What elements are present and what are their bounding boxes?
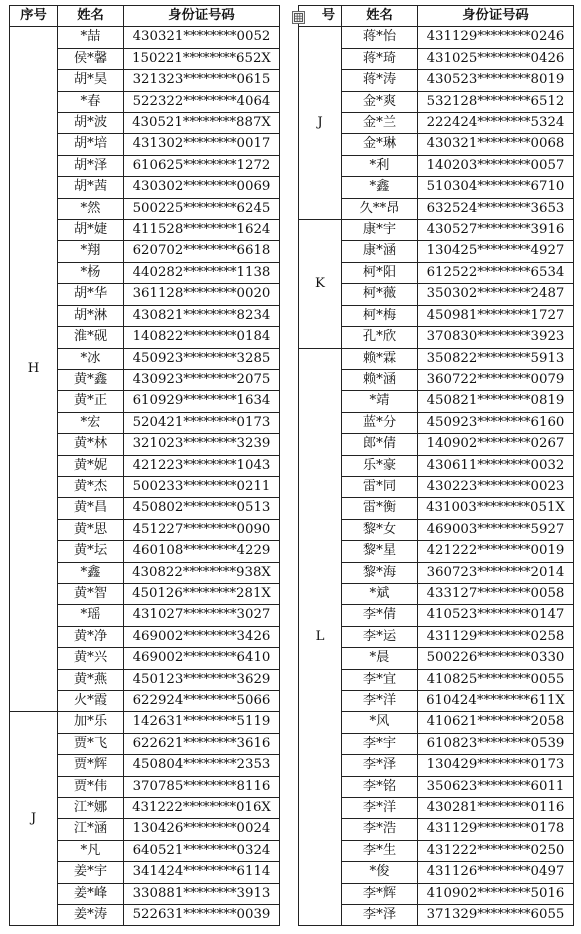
name-cell: 黄*杰 (58, 476, 124, 497)
id-number-cell: 430321********0052 (124, 27, 280, 48)
name-cell: 姜*宇 (58, 862, 124, 883)
name-cell: *喆 (58, 27, 124, 48)
id-number-cell: 130425********4927 (418, 241, 574, 262)
id-number-cell: 431003********051X (418, 498, 574, 519)
id-number-cell: 450126********281X (124, 583, 280, 604)
id-number-cell: 450821********0819 (418, 391, 574, 412)
id-number-cell: 440282********1138 (124, 262, 280, 283)
id-number-cell: 330881********3913 (124, 883, 280, 904)
id-number-cell: 371329********6055 (418, 905, 574, 926)
roster-table-right (298, 5, 574, 926)
name-cell: 黄*昌 (58, 498, 124, 519)
id-number-cell: 430523********8019 (418, 70, 574, 91)
name-cell: *风 (342, 712, 418, 733)
id-number-cell: 430521********887X (124, 113, 280, 134)
id-number-cell: 620702********6618 (124, 241, 280, 262)
name-cell: *晨 (342, 648, 418, 669)
id-number-cell: 130429********0173 (418, 755, 574, 776)
id-number-cell: 410621********2058 (418, 712, 574, 733)
id-number-cell: 430321********0068 (418, 134, 574, 155)
id-number-cell: 321323********0615 (124, 70, 280, 91)
id-number-cell: 410523********0147 (418, 605, 574, 626)
name-cell: 李*宜 (342, 669, 418, 690)
id-number-cell: 510304********6710 (418, 177, 574, 198)
name-cell: *靖 (342, 391, 418, 412)
name-cell: 黄*兴 (58, 648, 124, 669)
name-cell: 黄*燕 (58, 669, 124, 690)
name-cell: 侯*馨 (58, 48, 124, 69)
name-cell: 贾*伟 (58, 776, 124, 797)
name-cell: 胡*波 (58, 113, 124, 134)
name-cell: 郎*倩 (342, 434, 418, 455)
name-cell: 久**昂 (342, 198, 418, 219)
name-cell: *鑫 (58, 562, 124, 583)
id-number-cell: 451227********0090 (124, 519, 280, 540)
name-cell: 蒋*涛 (342, 70, 418, 91)
name-cell: *瑶 (58, 605, 124, 626)
name-cell: 黄*林 (58, 434, 124, 455)
id-number-cell: 450123********3629 (124, 669, 280, 690)
id-number-cell: 150221********652X (124, 48, 280, 69)
table-header-row (10, 6, 280, 27)
id-number-cell: 350822********5913 (418, 348, 574, 369)
table-body-right (299, 27, 574, 926)
id-number-cell: 522631********0039 (124, 905, 280, 926)
name-cell: 蒋*琦 (342, 48, 418, 69)
id-number-cell: 469002********3426 (124, 626, 280, 647)
name-cell: 赖*涵 (342, 369, 418, 390)
name-cell: *利 (342, 155, 418, 176)
id-number-cell: 610823********0539 (418, 733, 574, 754)
id-number-cell: 431025********0426 (418, 48, 574, 69)
id-number-cell: 610424********611X (418, 691, 574, 712)
header-seq: 号 (299, 6, 342, 27)
name-cell: *俊 (342, 862, 418, 883)
name-cell: 胡*泽 (58, 155, 124, 176)
name-cell: 黄*妮 (58, 455, 124, 476)
name-cell: 雷*同 (342, 476, 418, 497)
id-number-cell: 370830********3923 (418, 327, 574, 348)
name-cell: 胡*培 (58, 134, 124, 155)
name-cell: 姜*峰 (58, 883, 124, 904)
name-cell: 李*宇 (342, 733, 418, 754)
group-letter: K (299, 220, 342, 348)
id-number-cell: 410902********5016 (418, 883, 574, 904)
id-number-cell: 450802********0513 (124, 498, 280, 519)
name-cell: 蒋*怡 (342, 27, 418, 48)
id-number-cell: 632524********3653 (418, 198, 574, 219)
name-cell: *鑫 (342, 177, 418, 198)
name-cell: 黄*净 (58, 626, 124, 647)
name-cell: *斌 (342, 583, 418, 604)
id-number-cell: 520421********0173 (124, 412, 280, 433)
table-row (10, 27, 280, 48)
name-cell: 乐*豪 (342, 455, 418, 476)
id-number-cell: 360722********0079 (418, 369, 574, 390)
name-cell: 黄*坛 (58, 541, 124, 562)
group-letter: H (10, 27, 58, 712)
name-cell: 孔*欣 (342, 327, 418, 348)
id-number-cell: 622621********3616 (124, 733, 280, 754)
name-cell: 淮*砚 (58, 327, 124, 348)
name-cell: 黄*正 (58, 391, 124, 412)
id-number-cell: 469003********5927 (418, 519, 574, 540)
id-number-cell: 430281********0116 (418, 798, 574, 819)
header-name: 姓名 (58, 6, 124, 27)
name-cell: 火*霞 (58, 691, 124, 712)
id-number-cell: 431027********3027 (124, 605, 280, 626)
name-cell: 雷*衡 (342, 498, 418, 519)
name-cell: 胡*茜 (58, 177, 124, 198)
name-cell: 李*铭 (342, 776, 418, 797)
id-number-cell: 431129********0178 (418, 819, 574, 840)
name-cell: 李*辉 (342, 883, 418, 904)
table-row (299, 220, 574, 241)
table-header-row (299, 6, 574, 27)
name-cell: *宏 (58, 412, 124, 433)
name-cell: *春 (58, 91, 124, 112)
id-number-cell: 431129********0246 (418, 27, 574, 48)
id-number-cell: 500233********0211 (124, 476, 280, 497)
id-number-cell: 430822********938X (124, 562, 280, 583)
id-number-cell: 140902********0267 (418, 434, 574, 455)
id-number-cell: 500225********6245 (124, 198, 280, 219)
id-number-cell: 142631********5119 (124, 712, 280, 733)
id-number-cell: 460108********4229 (124, 541, 280, 562)
name-cell: 姜*涛 (58, 905, 124, 926)
name-cell: 李*运 (342, 626, 418, 647)
id-number-cell: 430223********0023 (418, 476, 574, 497)
id-number-cell: 431129********0258 (418, 626, 574, 647)
name-cell: 李*泽 (342, 905, 418, 926)
name-cell: 黄*智 (58, 583, 124, 604)
id-number-cell: 350302********2487 (418, 284, 574, 305)
id-number-cell: 430527********3916 (418, 220, 574, 241)
name-cell: 李*浩 (342, 819, 418, 840)
id-number-cell: 140203********0057 (418, 155, 574, 176)
id-number-cell: 500226********0330 (418, 648, 574, 669)
id-number-cell: 610625********1272 (124, 155, 280, 176)
table-body-left (10, 27, 280, 926)
header-id: 身份证号码 (418, 6, 574, 27)
name-cell: 黎*女 (342, 519, 418, 540)
id-number-cell: 640521********0324 (124, 840, 280, 861)
id-number-cell: 350623********6011 (418, 776, 574, 797)
id-number-cell: 450923********6160 (418, 412, 574, 433)
name-cell: 江*涵 (58, 819, 124, 840)
name-cell: 金*爽 (342, 91, 418, 112)
header-name: 姓名 (342, 6, 418, 27)
name-cell: 金*兰 (342, 113, 418, 134)
name-cell: 李*洋 (342, 691, 418, 712)
id-number-cell: 140822********0184 (124, 327, 280, 348)
id-number-cell: 411528********1624 (124, 220, 280, 241)
id-number-cell: 421222********0019 (418, 541, 574, 562)
name-cell: 李*生 (342, 840, 418, 861)
id-number-cell: 431126********0497 (418, 862, 574, 883)
id-number-cell: 612522********6534 (418, 262, 574, 283)
id-number-cell: 622924********5066 (124, 691, 280, 712)
id-number-cell: 469002********6410 (124, 648, 280, 669)
name-cell: 黄*思 (58, 519, 124, 540)
id-number-cell: 610929********1634 (124, 391, 280, 412)
name-cell: 贾*飞 (58, 733, 124, 754)
id-number-cell: 222424********5324 (418, 113, 574, 134)
id-number-cell: 450804********2353 (124, 755, 280, 776)
name-cell: 李*泽 (342, 755, 418, 776)
name-cell: 赖*霖 (342, 348, 418, 369)
name-cell: 黎*海 (342, 562, 418, 583)
id-number-cell: 430611********0032 (418, 455, 574, 476)
name-cell: 蓝*分 (342, 412, 418, 433)
name-cell: 贾*辉 (58, 755, 124, 776)
id-number-cell: 431222********0250 (418, 840, 574, 861)
id-number-cell: 130426********0024 (124, 819, 280, 840)
name-cell: *翔 (58, 241, 124, 262)
name-cell: 康*宇 (342, 220, 418, 241)
id-number-cell: 450981********1727 (418, 305, 574, 326)
id-number-cell: 430302********0069 (124, 177, 280, 198)
id-number-cell: 410825********0055 (418, 669, 574, 690)
name-cell: 胡*华 (58, 284, 124, 305)
name-cell: 柯*薇 (342, 284, 418, 305)
name-cell: 柯*梅 (342, 305, 418, 326)
name-cell: 康*涵 (342, 241, 418, 262)
id-number-cell: 431222********016X (124, 798, 280, 819)
name-cell: 黎*星 (342, 541, 418, 562)
name-cell: *然 (58, 198, 124, 219)
id-number-cell: 321023********3239 (124, 434, 280, 455)
name-cell: 胡*昊 (58, 70, 124, 91)
name-cell: 江*娜 (58, 798, 124, 819)
name-cell: 金*琳 (342, 134, 418, 155)
id-number-cell: 430821********8234 (124, 305, 280, 326)
id-number-cell: 430923********2075 (124, 369, 280, 390)
group-letter: J (10, 712, 58, 926)
roster-table-left (9, 5, 280, 926)
name-cell: *凡 (58, 840, 124, 861)
name-cell: 柯*阳 (342, 262, 418, 283)
id-number-cell: 361128********0020 (124, 284, 280, 305)
name-cell: *冰 (58, 348, 124, 369)
table-row (10, 712, 280, 733)
id-number-cell: 421223********1043 (124, 455, 280, 476)
id-number-cell: 433127********0058 (418, 583, 574, 604)
header-id: 身份证号码 (124, 6, 280, 27)
table-row (299, 348, 574, 369)
name-cell: 李*洋 (342, 798, 418, 819)
id-number-cell: 370785********8116 (124, 776, 280, 797)
name-cell: *杨 (58, 262, 124, 283)
name-cell: 胡*婕 (58, 220, 124, 241)
id-number-cell: 522322********4064 (124, 91, 280, 112)
id-number-cell: 532128********6512 (418, 91, 574, 112)
name-cell: 胡*淋 (58, 305, 124, 326)
id-number-cell: 450923********3285 (124, 348, 280, 369)
group-letter: J (299, 27, 342, 220)
name-cell: 黄*鑫 (58, 369, 124, 390)
group-letter: L (299, 348, 342, 926)
id-number-cell: 341424********6114 (124, 862, 280, 883)
table-move-handle-icon[interactable] (292, 11, 305, 24)
header-seq: 序号 (10, 6, 58, 27)
table-row (299, 27, 574, 48)
id-number-cell: 431302********0017 (124, 134, 280, 155)
id-number-cell: 360723********2014 (418, 562, 574, 583)
name-cell: 加*乐 (58, 712, 124, 733)
name-cell: 李*倩 (342, 605, 418, 626)
